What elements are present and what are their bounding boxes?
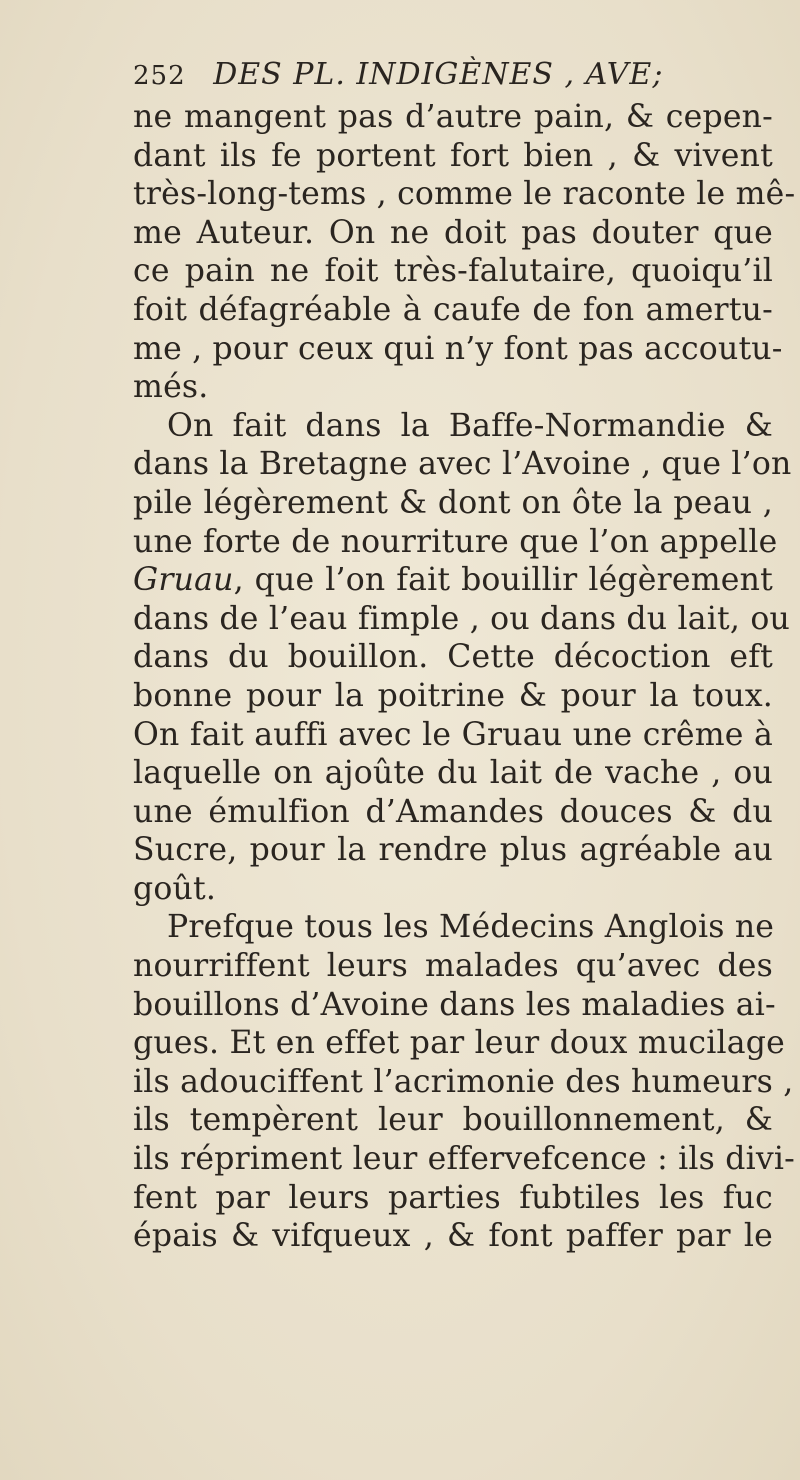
italic-term: Gruau [133, 562, 234, 599]
text-line: ils répriment leur effervefcence : ils divi- [133, 1141, 795, 1178]
text-line: ils tempèrent leur bouillonnement, & [133, 1102, 773, 1139]
text-line: épais & vifqueux , & font paffer par le [133, 1218, 773, 1255]
text-line: foit défagréable à caufe de fon amertu- [133, 291, 773, 328]
text-line: fent par leurs parties fubtiles les fuc [133, 1179, 773, 1216]
text-line: dans du bouillon. Cette décoction eft [133, 639, 773, 676]
text-line: me , pour ceux qui n’y font pas accoutu- [133, 330, 783, 367]
text-line: Gruau, que l’on fait bouillir légèrement [133, 562, 773, 599]
text-line: une forte de nourriture que l’on appelle [133, 523, 778, 560]
text-line: une émulfion d’Amandes douces & du [133, 793, 773, 830]
text-line: ce pain ne foit très-falutaire, quoiqu’il [133, 253, 773, 290]
running-header [133, 52, 773, 98]
text-line: me Auteur. On ne doit pas douter que [133, 214, 773, 251]
text-line: bouillons d’Avoine dans les maladies ai- [133, 986, 776, 1023]
text-line: dant ils fe portent fort bien , & vivent [133, 137, 773, 174]
text-line: gues. Et en effet par leur doux mucilage [133, 1025, 785, 1062]
text-line: més. [133, 369, 209, 406]
text-line: très-long-tems , comme le raconte le mê- [133, 176, 796, 213]
text-line: On fait dans la Baffe-Normandie & [167, 407, 773, 444]
body-text [133, 98, 796, 1256]
text-line: bonne pour la poitrine & pour la toux. [133, 677, 773, 714]
text-line: dans la Bretagne avec l’Avoine , que l’on [133, 446, 792, 483]
text-line: Sucre, pour la rendre plus agréable au [133, 832, 773, 869]
text-line: dans de l’eau fimple , ou dans du lait, ou [133, 600, 790, 637]
running-title: DES PL. INDIGÈNES , AVE; [213, 57, 664, 92]
text-line: laquelle on ajoûte du lait de vache , ou [133, 755, 773, 792]
page-number: 252 [133, 61, 186, 91]
text-line: pile légèrement & dont on ôte la peau , [133, 484, 773, 521]
text-line: nourriffent leurs malades qu’avec des [133, 948, 773, 985]
text-line: ne mangent pas d’autre pain, & cepen- [133, 99, 773, 135]
text-line: goût. [133, 870, 217, 907]
text-line: ils adouciffent l’acrimonie des humeurs , [133, 1063, 794, 1100]
text-line: On fait auffi avec le Gruau une crême à [133, 716, 773, 753]
text-line: Prefque tous les Médecins Anglois ne [167, 909, 775, 946]
